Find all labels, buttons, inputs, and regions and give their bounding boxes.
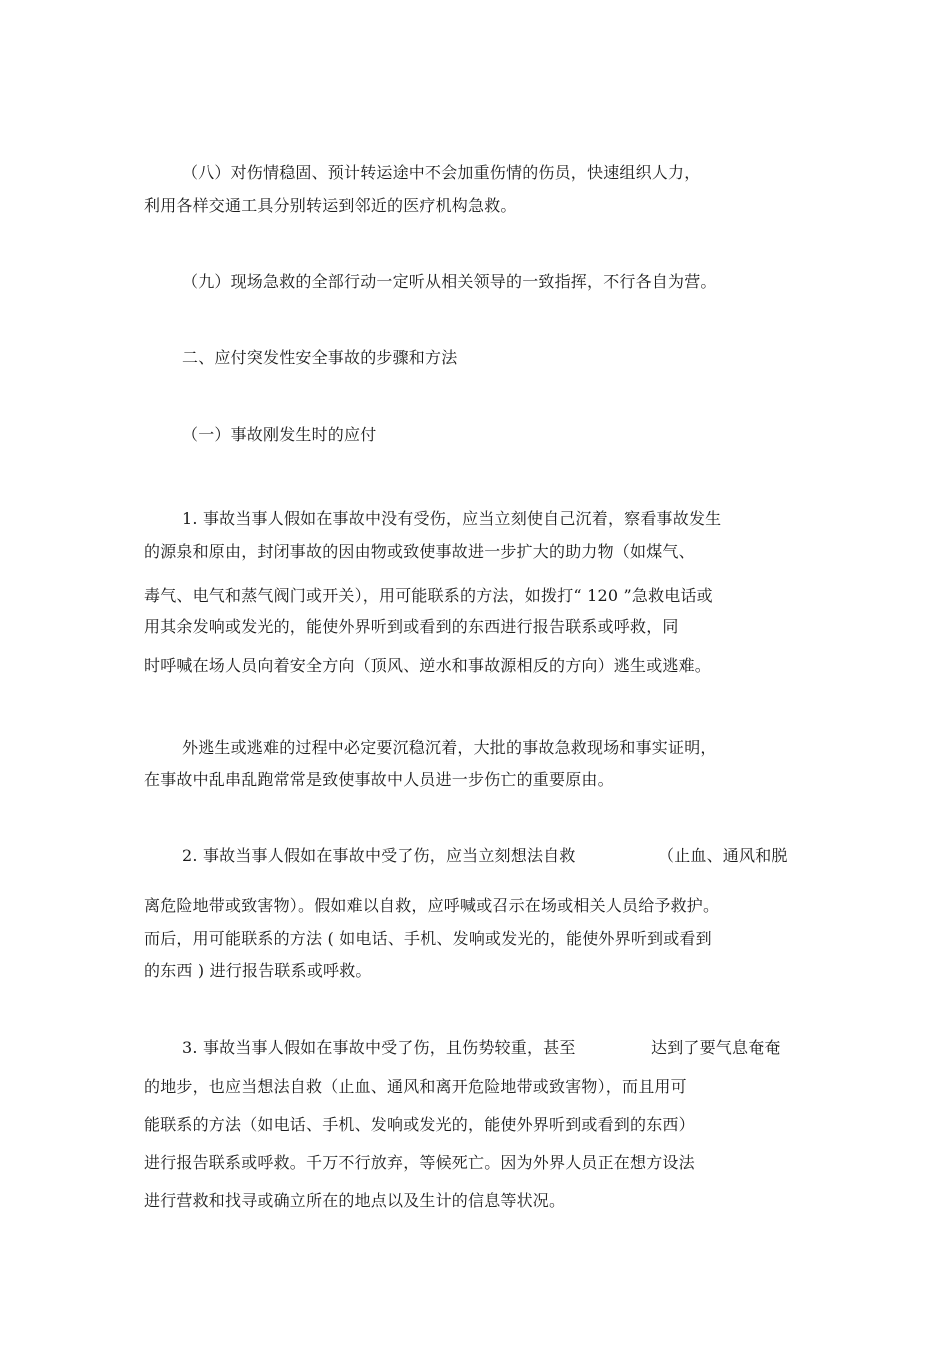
text-line: 的东西 ) 进行报告联系或呼救。	[144, 961, 372, 980]
text-line: （止血、通风和脱	[658, 846, 788, 865]
text-line: 的源泉和原由，封闭事故的因由物或致使事故进一步扩大的助力物（如煤气、	[144, 542, 695, 561]
text-line: 的地步，也应当想法自救（止血、通风和离开危险地带或致害物），而且用可	[144, 1077, 687, 1096]
subsection-heading: （一）事故刚发生时的应付	[182, 425, 377, 444]
text-line: 在事故中乱串乱跑常常是致使事故中人员进一步伤亡的重要原由。	[144, 770, 614, 789]
text-line: 毒气、电气和蒸气阀门或开关），用可能联系的方法，如拨打“ 120 ”急救电话或	[144, 586, 713, 605]
text-line: 离危险地带或致害物）。假如难以自救，应呼喊或召示在场或相关人员给予救护。	[144, 896, 720, 915]
text-line: 利用各样交通工具分别转运到邻近的医疗机构急救。	[144, 196, 517, 215]
text-line: 而后，用可能联系的方法 ( 如电话、手机、发响或发光的，能使外界听到或看到	[144, 929, 712, 948]
section-heading: 二、应付突发性安全事故的步骤和方法	[182, 348, 458, 367]
text-line: 时呼喊在场人员向着安全方向（顶风、逆水和事故源相反的方向）逃生或逃难。	[144, 656, 712, 675]
text-line: 1. 事故当事人假如在事故中没有受伤，应当立刻使自己沉着，察看事故发生	[182, 509, 722, 528]
text-line: 3. 事故当事人假如在事故中受了伤，且伤势较重，甚至	[182, 1038, 576, 1057]
text-line: 外逃生或逃难的过程中必定要沉稳沉着，大批的事故急救现场和事实证明，	[182, 738, 717, 757]
text-line: 能联系的方法（如电话、手机、发响或发光的，能使外界听到或看到的东西）	[144, 1115, 695, 1134]
text-line: （九）现场急救的全部行动一定听从相关领导的一致指挥，不行各自为营。	[182, 272, 717, 291]
text-line: 用其余发响或发光的，能使外界听到或看到的东西进行报告联系或呼救，同	[144, 617, 679, 636]
text-line: 2. 事故当事人假如在事故中受了伤，应当立刻想法自救	[182, 846, 576, 865]
text-line: 达到了要气息奄奄	[651, 1038, 781, 1057]
text-line: 进行营救和找寻或确立所在的地点以及生计的信息等状况。	[144, 1191, 566, 1210]
text-line: 进行报告联系或呼救。千万不行放弃，等候死亡。因为外界人员正在想方设法	[144, 1153, 695, 1172]
text-line: （八）对伤情稳固、预计转运途中不会加重伤情的伤员，快速组织人力，	[182, 163, 701, 182]
